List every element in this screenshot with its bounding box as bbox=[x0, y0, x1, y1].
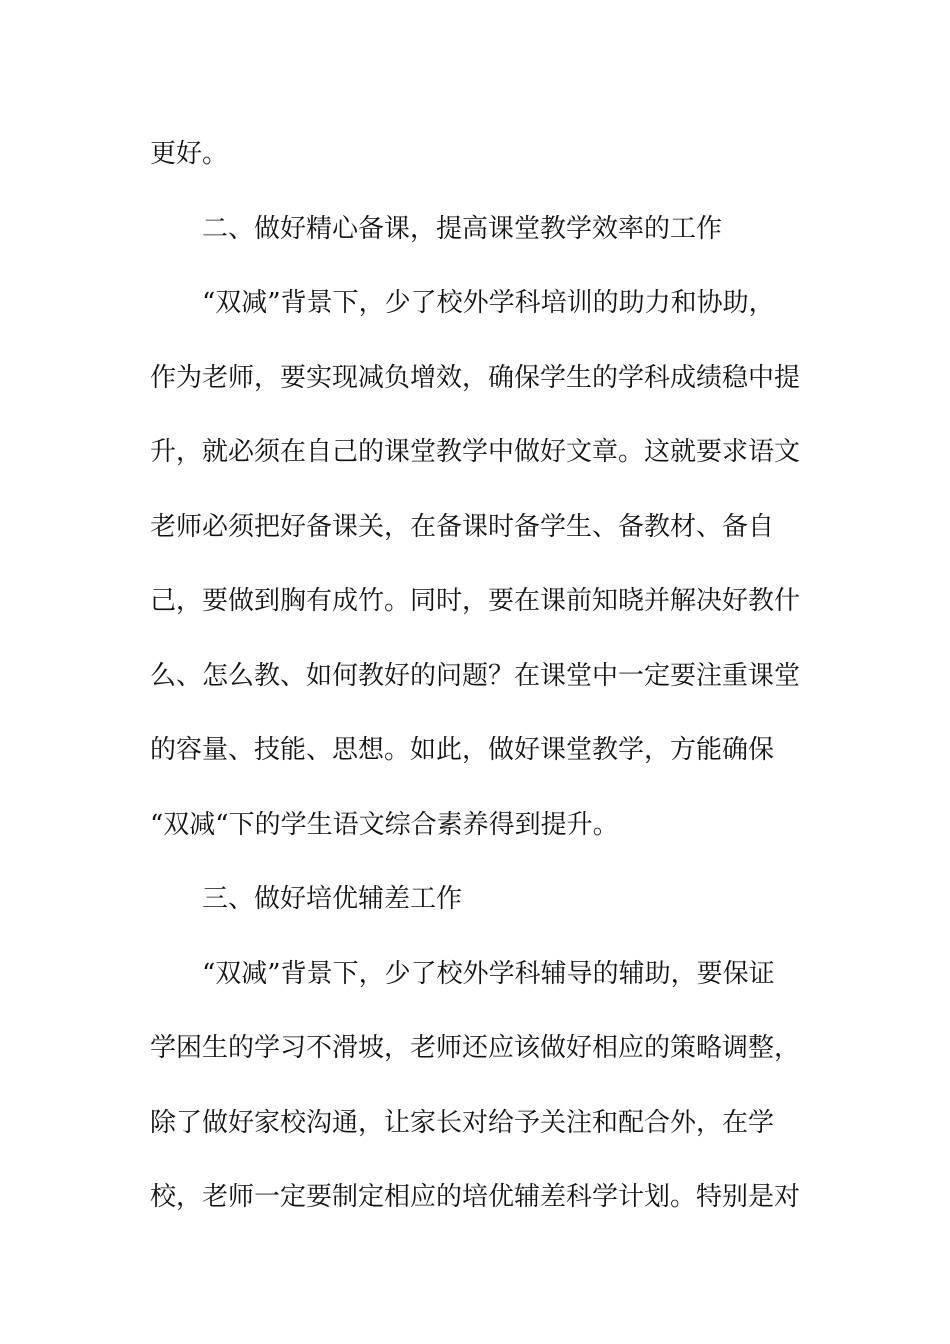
paragraph-line: 么、怎么教、如何教好的问题？在课堂中一定要注重课堂 bbox=[150, 660, 801, 691]
paragraph-line: 己，要做到胸有成竹。同时，要在课前知晓并解决好教什 bbox=[150, 586, 801, 616]
paragraph-end-line: 更好。 bbox=[150, 139, 229, 169]
section-heading-3: 三、做好培优辅差工作 bbox=[202, 884, 463, 914]
section-heading-2: 二、做好精心备课，提高课堂教学效率的工作 bbox=[202, 213, 723, 244]
paragraph-line: “双减”背景下，少了校外学科辅导的辅助，要保证 bbox=[202, 958, 775, 989]
paragraph-line: 作为老师，要实现减负增效，确保学生的学科成绩稳中提 bbox=[150, 362, 801, 393]
paragraph-line: “双减”背景下，少了校外学科培训的助力和协助， bbox=[202, 288, 775, 318]
paragraph-line: 的容量、技能、思想。如此，做好课堂教学，方能确保 bbox=[150, 735, 775, 765]
paragraph-line: 升，就必须在自己的课堂教学中做好文章。这就要求语文 bbox=[150, 437, 801, 467]
paragraph-line: 学困生的学习不滑坡，老师还应该做好相应的策略调整， bbox=[150, 1033, 801, 1063]
paragraph-line: 除了做好家校沟通，让家长对给予关注和配合外，在学 bbox=[150, 1107, 775, 1138]
paragraph-line: 校，老师一定要制定相应的培优辅差科学计划。特别是对 bbox=[150, 1182, 801, 1212]
body-text bbox=[150, 117, 801, 1235]
paragraph-end-line: “双减“下的学生语文综合素养得到提升。 bbox=[150, 809, 619, 840]
paragraph-line: 老师必须把好备课关，在备课时备学生、备教材、备自 bbox=[150, 511, 775, 542]
